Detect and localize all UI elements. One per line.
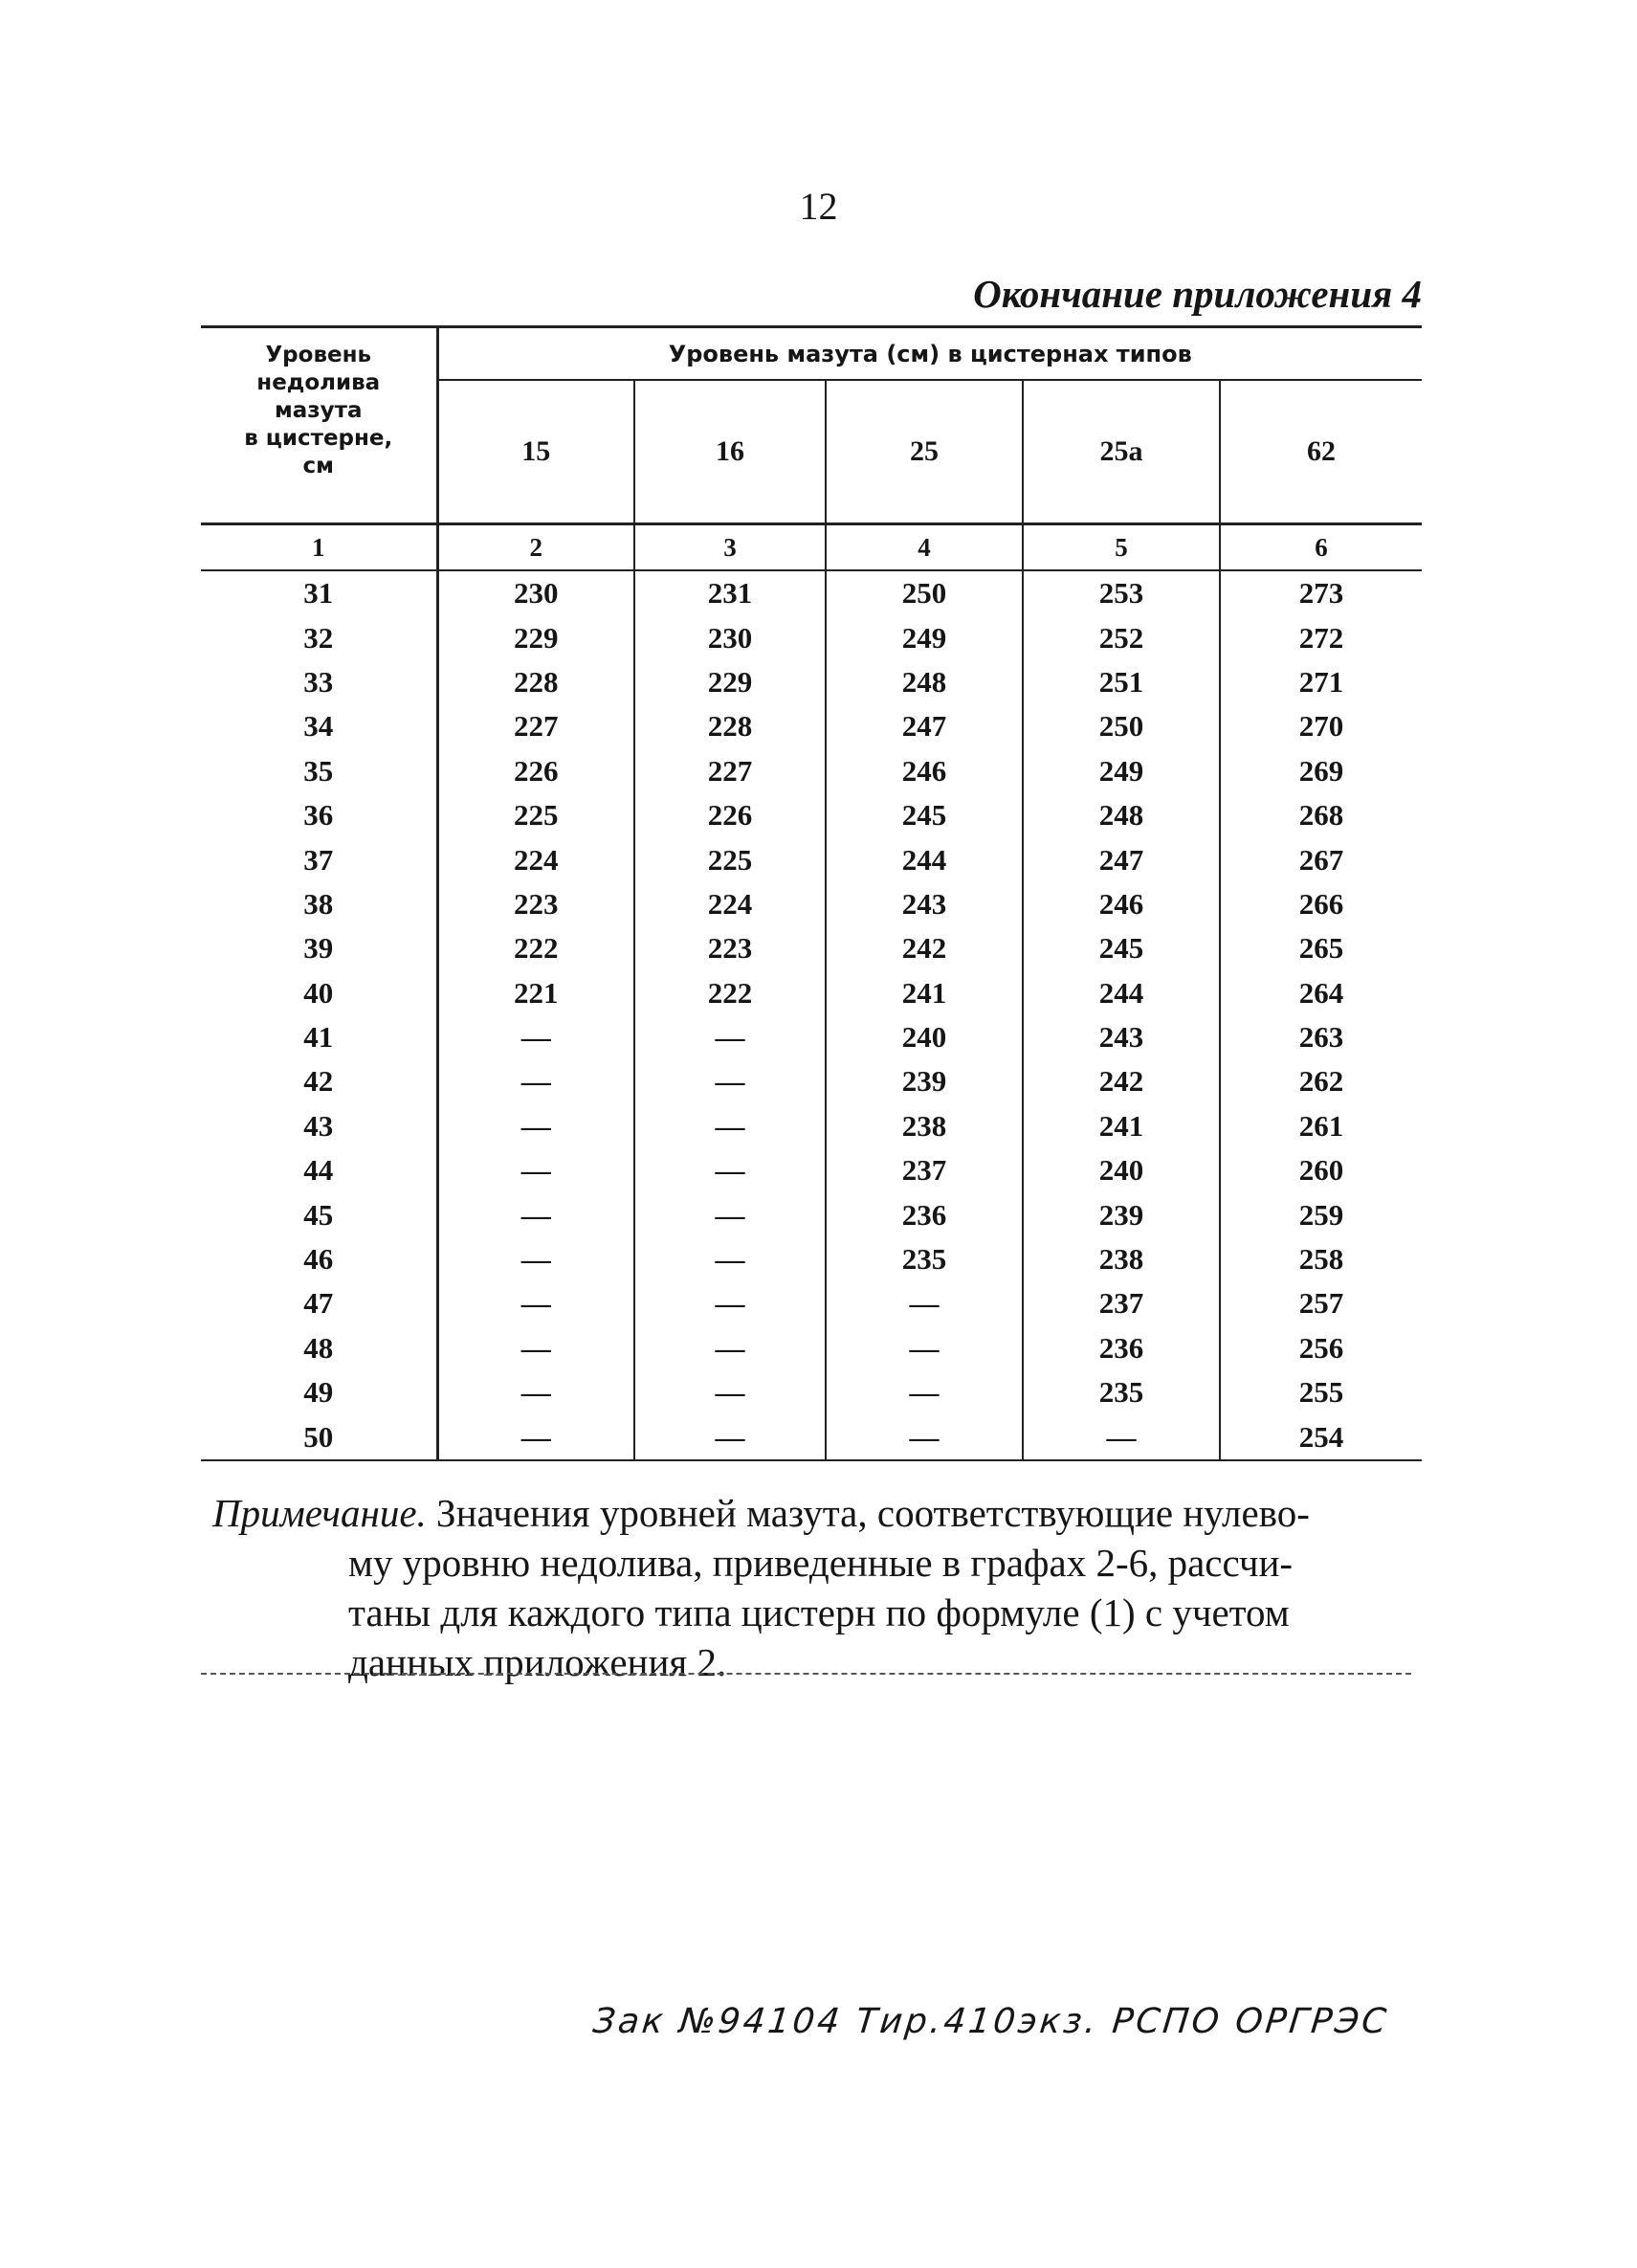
value-cell: 260 [1220, 1148, 1422, 1192]
value-cell: 256 [1220, 1326, 1422, 1370]
table-row [201, 615, 1422, 659]
value-cell: 225 [634, 837, 826, 881]
value-cell: 228 [634, 704, 826, 748]
value-cell: 245 [1023, 926, 1220, 970]
table-row [201, 1015, 1422, 1059]
value-cell: — [634, 1192, 826, 1236]
value-cell: 221 [514, 975, 559, 1010]
table-row [201, 1281, 1422, 1325]
row-level-cell: 50 [201, 1414, 437, 1459]
value-cell: 222 [514, 931, 559, 966]
value-cell: 270 [1220, 704, 1422, 748]
value-cell: 263 [1220, 1015, 1422, 1059]
value-cell: 246 [1023, 882, 1220, 926]
value-cell: 269 [1220, 749, 1422, 793]
value-cell: — [634, 1104, 826, 1148]
value-cell: 229 [634, 660, 826, 704]
header-line: мазута [274, 398, 363, 423]
value-cell: 248 [1023, 793, 1220, 837]
value-cell: — [520, 1197, 551, 1232]
value-cell: 267 [1220, 837, 1422, 881]
row-level-cell: 31 [201, 570, 437, 615]
value-cell: 223 [514, 886, 559, 921]
row-level-cell: 39 [201, 926, 437, 970]
value-cell: 230 [514, 576, 559, 611]
first-column-header [201, 327, 437, 524]
value-cell: 265 [1220, 926, 1422, 970]
value-cell: 247 [826, 704, 1023, 748]
table-row [201, 749, 1422, 793]
value-cell: — [520, 1330, 551, 1365]
value-cell: 222 [634, 971, 826, 1015]
row-level-cell: 44 [201, 1148, 437, 1192]
table-row [201, 1370, 1422, 1414]
value-cell: 273 [1220, 570, 1422, 615]
value-cell: — [634, 1326, 826, 1370]
value-cell: 248 [826, 660, 1023, 704]
table-row [201, 1104, 1422, 1148]
value-cell: 240 [1023, 1148, 1220, 1192]
table-row [201, 570, 1422, 615]
value-cell: 255 [1220, 1370, 1422, 1414]
note-line: данных приложения 2. [348, 1640, 727, 1684]
table-row [201, 971, 1422, 1015]
value-cell: 227 [634, 749, 826, 793]
value-cell: 235 [826, 1237, 1023, 1281]
tank-type-header: 62 [1220, 380, 1422, 524]
value-cell: 230 [634, 615, 826, 659]
value-cell: 249 [826, 615, 1023, 659]
row-level-cell: 37 [201, 837, 437, 881]
value-cell: 239 [826, 1059, 1023, 1103]
value-cell: 243 [826, 882, 1023, 926]
note-lead: Примечание. [212, 1491, 427, 1535]
value-cell: — [634, 1370, 826, 1414]
value-cell: — [826, 1326, 1023, 1370]
row-level-cell: 41 [201, 1015, 437, 1059]
table-row [201, 704, 1422, 748]
value-cell: — [634, 1237, 826, 1281]
value-cell: — [634, 1148, 826, 1192]
value-cell: 250 [1023, 704, 1220, 748]
row-level-cell: 48 [201, 1326, 437, 1370]
print-imprint: Зак №94104 Тир.410экз. РСПО ОРГРЭС [590, 2002, 1391, 2041]
tank-level-table-wrapper [201, 325, 1422, 1461]
value-cell: 257 [1220, 1281, 1422, 1325]
value-cell: — [520, 1108, 551, 1143]
value-cell: — [520, 1242, 551, 1277]
table-row [201, 882, 1422, 926]
note-divider [201, 1673, 1411, 1675]
value-cell: — [1023, 1414, 1220, 1459]
value-cell: 223 [634, 926, 826, 970]
value-cell: 231 [634, 570, 826, 615]
tank-type-header: 25 [826, 380, 1023, 524]
tank-type-header: 25а [1023, 380, 1220, 524]
column-number: 2 [437, 524, 634, 571]
row-level-cell: 32 [201, 615, 437, 659]
table-row [201, 1059, 1422, 1103]
value-cell: 226 [514, 753, 559, 788]
row-level-cell: 43 [201, 1104, 437, 1148]
row-level-cell: 46 [201, 1237, 437, 1281]
value-cell: 266 [1220, 882, 1422, 926]
value-cell: 244 [826, 837, 1023, 881]
value-cell: 236 [1023, 1326, 1220, 1370]
row-level-cell: 36 [201, 793, 437, 837]
value-cell: 249 [1023, 749, 1220, 793]
value-cell: 250 [826, 570, 1023, 615]
value-cell: 235 [1023, 1370, 1220, 1414]
tank-type-header: 15 [437, 380, 634, 524]
column-number: 6 [1220, 524, 1422, 571]
value-cell: — [826, 1414, 1023, 1459]
value-cell: 238 [1023, 1237, 1220, 1281]
column-number: 4 [826, 524, 1023, 571]
value-cell: — [520, 1286, 551, 1321]
value-cell: 254 [1220, 1414, 1422, 1459]
value-cell: 242 [1023, 1059, 1220, 1103]
value-cell: 238 [826, 1104, 1023, 1148]
value-cell: — [634, 1059, 826, 1103]
value-cell: — [634, 1414, 826, 1459]
page-number: 12 [799, 185, 838, 228]
row-level-cell: 45 [201, 1192, 437, 1236]
value-cell: 239 [1023, 1192, 1220, 1236]
value-cell: 240 [826, 1015, 1023, 1059]
value-cell: 252 [1023, 615, 1220, 659]
table-row [201, 837, 1422, 881]
value-cell: — [520, 1020, 551, 1055]
value-cell: 243 [1023, 1015, 1220, 1059]
value-cell: 264 [1220, 971, 1422, 1015]
tank-level-table [201, 325, 1422, 1461]
table-row [201, 1326, 1422, 1370]
value-cell: 244 [1023, 971, 1220, 1015]
table-row [201, 660, 1422, 704]
value-cell: 272 [1220, 615, 1422, 659]
value-cell: 224 [634, 882, 826, 926]
appendix-caption: Окончание приложения 4 [973, 272, 1422, 316]
column-number: 1 [201, 524, 437, 571]
row-level-cell: 42 [201, 1059, 437, 1103]
row-level-cell: 47 [201, 1281, 437, 1325]
note-line: му уровню недолива, приведенные в графах 2-6, рассчи- [348, 1541, 1294, 1585]
value-cell: — [826, 1370, 1023, 1414]
value-cell: 271 [1220, 660, 1422, 704]
note-line: Значения уровней мазута, соответствующие нулево- [436, 1491, 1310, 1535]
column-number: 5 [1023, 524, 1220, 571]
header-line: в цистерне, [244, 426, 393, 451]
value-cell: 229 [514, 620, 559, 655]
table-note [212, 1488, 1408, 1687]
value-cell: — [520, 1064, 551, 1099]
row-level-cell: 35 [201, 749, 437, 793]
value-cell: 237 [1023, 1281, 1220, 1325]
table-row [201, 1237, 1422, 1281]
header-line: Уровень [265, 343, 372, 367]
value-cell: — [826, 1281, 1023, 1325]
row-level-cell: 49 [201, 1370, 437, 1414]
value-cell: 226 [634, 793, 826, 837]
value-cell: 227 [514, 709, 559, 744]
value-cell: 228 [514, 664, 559, 699]
row-level-cell: 38 [201, 882, 437, 926]
value-cell: — [437, 1414, 634, 1459]
value-cell: 237 [826, 1148, 1023, 1192]
value-cell: 225 [514, 798, 559, 833]
value-cell: 242 [826, 926, 1023, 970]
note-line: таны для каждого типа цистерн по формуле (1) с учетом [348, 1590, 1290, 1634]
table-row [201, 926, 1422, 970]
row-level-cell: 33 [201, 660, 437, 704]
tank-type-header: 16 [634, 380, 826, 524]
value-cell: 247 [1023, 837, 1220, 881]
value-cell: 224 [514, 842, 559, 877]
value-cell: — [520, 1153, 551, 1188]
table-row [201, 793, 1422, 837]
value-cell: — [520, 1375, 551, 1410]
value-cell: 245 [826, 793, 1023, 837]
header-line: см [302, 454, 334, 478]
table-body [201, 570, 1422, 1460]
row-level-cell: 34 [201, 704, 437, 748]
value-cell: 261 [1220, 1104, 1422, 1148]
value-cell: 246 [826, 749, 1023, 793]
value-cell: 241 [1023, 1104, 1220, 1148]
value-cell: — [634, 1015, 826, 1059]
value-cell: 236 [826, 1192, 1023, 1236]
group-header: Уровень мазута (см) в цистернах типов [437, 327, 1422, 381]
value-cell: — [634, 1281, 826, 1325]
value-cell: 251 [1023, 660, 1220, 704]
header-line: недолива [256, 370, 381, 395]
value-cell: 268 [1220, 793, 1422, 837]
value-cell: 262 [1220, 1059, 1422, 1103]
value-cell: 241 [826, 971, 1023, 1015]
column-number-row [201, 524, 1422, 571]
value-cell: 258 [1220, 1237, 1422, 1281]
row-level-cell: 40 [201, 971, 437, 1015]
value-cell: 253 [1023, 570, 1220, 615]
value-cell: 259 [1220, 1192, 1422, 1236]
table-row [201, 1414, 1422, 1459]
column-number: 3 [634, 524, 826, 571]
table-row [201, 1192, 1422, 1236]
table-row [201, 1148, 1422, 1192]
